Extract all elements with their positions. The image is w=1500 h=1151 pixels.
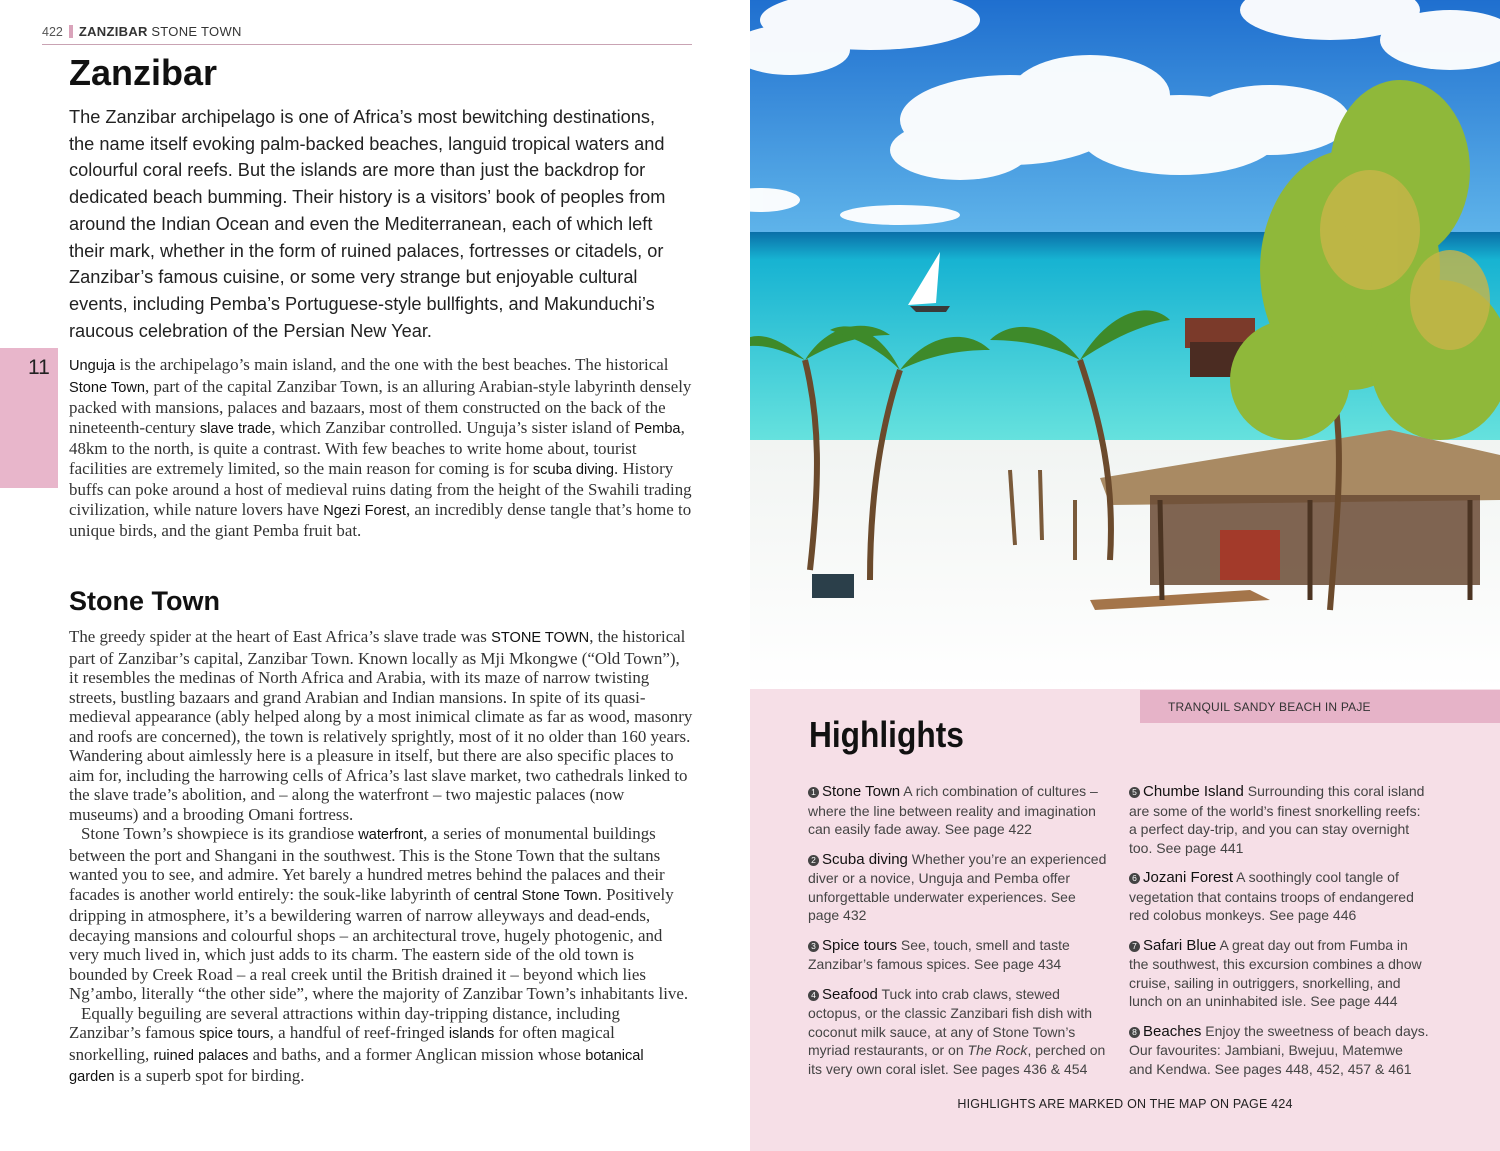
highlight-name: Safari Blue: [1143, 936, 1217, 954]
highlight-text: See, touch, smell and taste Zanzibar’s famous spices. See page 434: [808, 936, 1070, 972]
body-text: Equally beguiling are several attractions within day-tripping distance, including Zanzibar’s famous: [69, 1003, 620, 1042]
keyword: STONE TOWN: [491, 630, 590, 646]
stone-town-text: [69, 627, 693, 1088]
number-badge: 2: [808, 855, 819, 866]
page-title: Zanzibar: [69, 52, 218, 93]
highlight-name: Seafood: [822, 985, 878, 1003]
body-text: . History buffs can poke around a host of medieval ruins dating from the height of the Swahili trading civilization, while nature lovers have: [69, 458, 692, 519]
beach-photo: [750, 0, 1500, 689]
body-text: , a series of monumental buildings between the port and Shangani in the southwest. This is the Stone Town that the sultans wanted you to see, and admire. Yet barely a hundred metres behind the palaces and their facades is another world entirely: the souk-like labyrinth of: [69, 824, 665, 904]
highlight-italic: The Rock: [967, 1042, 1028, 1058]
running-head-section: ZANZIBAR: [78, 24, 148, 39]
highlights-column-right: [1129, 782, 1429, 1089]
body-text: , 48km to the north, is quite a contrast. With few beaches to write home about, tourist facilities are extremely limited, so the main reason for coming is for: [69, 417, 685, 478]
highlight-item: [1129, 868, 1429, 925]
highlight-text: A soothingly cool tangle of vegetation that contains troops of endangered red colobus monkeys. See page 446: [1129, 869, 1414, 923]
highlight-item: [808, 936, 1108, 974]
beach-photo-illustration: [750, 0, 1500, 689]
highlight-text: Tuck into crab claws, stewed octopus, or the classic Zanzibari fish dish with coconut milk sauce, at any of Stone Town’s myriad restaurants, or on: [808, 985, 1093, 1058]
body-paragraph: [69, 824, 693, 1004]
highlight-name: Beaches: [1143, 1022, 1202, 1040]
highlight-item: [808, 782, 1108, 839]
chapter-number: 11: [28, 356, 50, 379]
number-badge: 5: [1129, 787, 1140, 798]
keyword: spice tours: [199, 1026, 270, 1042]
body-text: for often magical snorkelling,: [69, 1023, 615, 1064]
number-badge: 3: [808, 941, 819, 952]
keyword: central Stone Town: [473, 887, 598, 904]
keyword: slave trade: [199, 420, 272, 437]
map-reference-note: HIGHLIGHTS ARE MARKED ON THE MAP ON PAGE 424: [957, 1097, 1293, 1111]
body-text: , the historical part of Zanzibar’s capital, Zanzibar Town. Known locally as Mji Mkongwe (“Old Town”), it resembles the medinas of North Africa and Arabia, with its maze of narrow twisting streets, bustling bazaars and grand Arabian and Indian mansions. In spite of its quasi-medieval appearance (ably helped along by a most inimical climate as far as wood, masonry and roofs are concerned), the town is relatively sprightly, most of it no older than 160 years. Wandering about aimlessly here is a pleasure in itself, but there are also specific places to aim for, including the harrowing cells of Africa’s last slave market, two cathedrals linked to the slave trade’s abolition, and – along the waterfront – two majestic palaces (now museums) and a brooding Omani fortress.: [69, 627, 693, 824]
body-text: is a superb spot for birding.: [114, 1066, 305, 1085]
photo-caption-text: TRANQUIL SANDY BEACH IN PAJE: [1168, 700, 1371, 714]
keyword: Stone Town: [69, 379, 145, 396]
keyword: Unguja: [69, 358, 116, 374]
keyword: islands: [448, 1026, 495, 1042]
keyword: Pemba: [634, 420, 681, 437]
highlight-item: [1129, 782, 1429, 857]
number-badge: 1: [808, 787, 819, 798]
body-text: , which Zanzibar controlled. Unguja’s sister island of: [271, 417, 635, 437]
body-paragraph-islands: [69, 355, 693, 541]
highlight-name: Scuba diving: [822, 850, 908, 868]
highlight-name: Stone Town: [822, 783, 901, 800]
highlight-text: Enjoy the sweetness of beach days. Our favourites: Jambiani, Bwejuu, Matemwe and Kendwa. See pages 448, 452, 457 & 461: [1129, 1022, 1429, 1077]
chapter-tab: [0, 348, 58, 488]
highlight-item: [1129, 1022, 1429, 1079]
body-text: The greedy spider at the heart of East Africa’s slave trade was: [69, 627, 492, 646]
keyword: ruined palaces: [153, 1047, 249, 1064]
number-badge: 6: [1129, 873, 1140, 884]
highlight-item: [808, 850, 1108, 925]
keyword: waterfront: [358, 827, 424, 843]
body-text: Stone Town’s showpiece is its grandiose: [81, 824, 359, 843]
running-head: [42, 24, 692, 45]
highlight-name: Jozani Forest: [1143, 869, 1234, 886]
body-text: and baths, and a former Anglican mission whose: [248, 1044, 586, 1064]
running-head-subsection: STONE TOWN: [151, 24, 242, 39]
running-head-bar: [69, 25, 73, 38]
highlights-column-left: [808, 782, 1108, 1089]
highlight-name: Spice tours: [822, 936, 898, 954]
number-badge: 4: [808, 990, 819, 1001]
highlight-item: [808, 985, 1108, 1079]
number-badge: 7: [1129, 941, 1140, 952]
right-page: [750, 0, 1500, 1151]
keyword: botanical garden: [69, 1047, 644, 1085]
section-title: Stone Town: [69, 586, 220, 616]
highlight-text: Whether you’re an experienced diver or a novice, Unguja and Pemba offer unforgettable underwater experiences. See page 432: [808, 850, 1107, 923]
intro-paragraph: The Zanzibar archipelago is one of Africa’s most bewitching destinations, the name itself evoking palm-backed beaches, languid tropical waters and colourful coral reefs. But the islands are more than just the backdrop for dedicated beach bumming. Their history is a visitors’ book of peoples from around the Indian Ocean and even the Mediterranean, each of which left their mark, whether in the form of ruined palaces, fortresses or citadels, or Zanzibar’s famous cuisine, or some very strange but enjoyable cultural events, including Pemba’s Portuguese-style bullfights, and Makunduchi’s raucous celebration of the Persian New Year.: [69, 107, 666, 341]
photo-caption: [1140, 690, 1500, 723]
body-text: , part of the capital Zanzibar Town, is an alluring Arabian-style labyrinth densely packed with mansions, palaces and bazaars, most of them constructed on the back of the nineteenth-century: [69, 376, 692, 437]
highlight-item: [1129, 936, 1429, 1011]
highlights-title: Highlights: [809, 714, 964, 755]
body-paragraph: [69, 627, 693, 824]
highlight-text: Surrounding this coral island are some of the world’s finest snorkelling reefs: a perfect day-trip, and you can stay overnight too. See page 441: [1129, 783, 1425, 856]
highlight-text: A rich combination of cultures – where the line between reality and imagination can easily fade away. See page 422: [808, 783, 1098, 837]
highlight-text: A great day out from Fumba in the southwest, this excursion combines a dhow cruise, sailing in outriggers, snorkelling, and lunch on an uninhabited isle. See page 444: [1129, 936, 1422, 1009]
page-number: 422: [42, 25, 63, 39]
body-text: , an incredibly dense tangle that’s home to unique birds, and the giant Pemba fruit bat.: [69, 499, 692, 540]
body-paragraph: [69, 1004, 693, 1088]
body-text: . Positively dripping in atmosphere, it’s a bewildering warren of narrow alleyways and dead-ends, decaying mansions and colourful shops – an architectural trove, hugely photogenic, and very much lived in, which just adds to its charm. The eastern side of the old town is bounded by Creek Road – a real creek until the British drained it – beyond which lies Ng’ambo, literally “the other side”, where the majority of Zanzibar Town’s inhabitants live.: [69, 884, 689, 1003]
keyword: Ngezi Forest: [323, 502, 406, 519]
highlight-name: Chumbe Island: [1143, 783, 1244, 800]
body-text: is the archipelago’s main island, and the one with the best beaches. The historical: [115, 355, 669, 374]
highlight-text: , perched on its very own coral islet. See pages 436 & 454: [808, 1042, 1106, 1077]
body-text: , a handful of reef-fringed: [269, 1023, 449, 1042]
number-badge: 8: [1129, 1027, 1140, 1038]
keyword: scuba diving: [532, 461, 615, 478]
